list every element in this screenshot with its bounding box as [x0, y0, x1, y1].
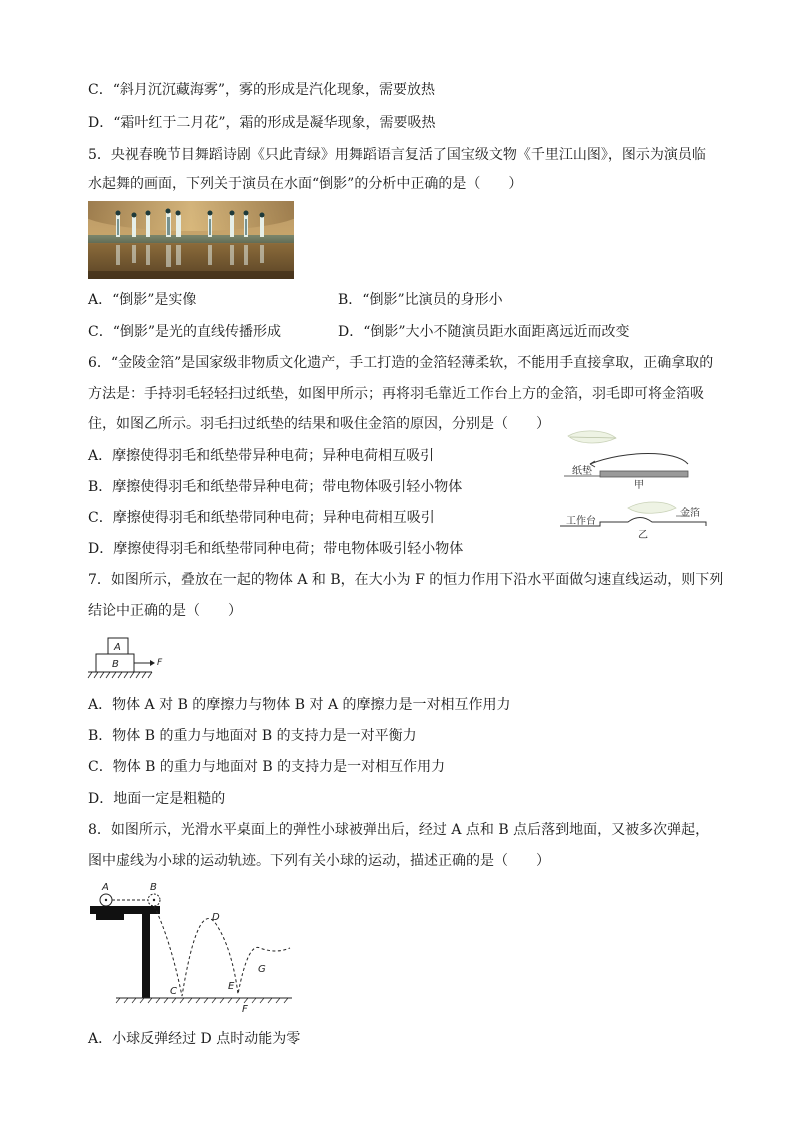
q5-option-b: B．“倒影”比演员的身形小: [338, 292, 503, 308]
feather-icon: [568, 431, 616, 443]
q7-stem-line-2: 结论中正确的是（ ）: [88, 603, 242, 619]
q5-stem-line-1: 5．央视春晚节目舞蹈诗剧《只此青绿》用舞蹈语言复活了国宝级文物《千里江山图》，图示为演员临: [88, 147, 706, 163]
feather-gold-foil-figure: [556, 424, 712, 544]
point-e-label: E: [228, 981, 235, 992]
block-a-label: A: [114, 642, 121, 653]
q6-option-b: B．摩擦使得羽毛和纸垫带异种电荷；带电物体吸引轻小物体: [88, 479, 463, 495]
q7-option-a: A．物体 A 对 B 的摩擦力与物体 B 对 A 的摩擦力是一对相互作用力: [88, 697, 511, 713]
point-a-label: A: [102, 882, 109, 893]
q6-option-c: C．摩擦使得羽毛和纸垫带同种电荷；异种电荷相互吸引: [88, 510, 435, 526]
workbench-label: 工作台: [566, 516, 596, 527]
bouncing-ball-figure: [86, 878, 298, 1018]
stacked-blocks-figure: [86, 634, 170, 680]
point-b-label: B: [150, 882, 157, 893]
q5-stem-line-2: 水起舞的画面，下列关于演员在水面“倒影”的分析中正确的是（ ）: [88, 176, 523, 192]
q6-stem-line-1: 6．“金陵金箔”是国家级非物质文化遗产，手工打造的金箔轻薄柔软，不能用手直接拿取，正确拿取的: [88, 355, 714, 371]
q5-option-d: D．“倒影”大小不随演员距水面距离远近而改变: [338, 324, 630, 340]
q6-option-d: D．摩擦使得羽毛和纸垫带同种电荷；带电物体吸引轻小物体: [88, 541, 464, 557]
q7-option-d: D．地面一定是粗糙的: [88, 791, 226, 807]
feather-icon: [628, 502, 676, 513]
point-d-label: D: [212, 912, 220, 923]
point-c-label: C: [170, 986, 177, 997]
paper-pad-label: 纸垫: [572, 466, 592, 477]
q7-option-b: B．物体 B 的重力与地面对 B 的支持力是一对平衡力: [88, 728, 417, 744]
q5-option-a: A．“倒影”是实像: [88, 292, 197, 308]
point-f-label: F: [242, 1004, 248, 1015]
q4-option-c: C．“斜月沉沉藏海雾”，雾的形成是汽化现象，需要放热: [88, 82, 436, 98]
dance-reflection-photo: [88, 201, 294, 279]
q7-stem-line-1: 7．如图所示，叠放在一起的物体 A 和 B，在大小为 F 的恒力作用下沿水平面做匀速直线运动，则下列: [88, 572, 724, 588]
q6-stem-line-2: 方法是：手持羽毛轻轻扫过纸垫，如图甲所示；再将羽毛靠近工作台上方的金箔，羽毛即可将金箔吸: [88, 386, 704, 402]
q8-stem-line-2: 图中虚线为小球的运动轨迹。下列有关小球的运动，描述正确的是（ ）: [88, 853, 550, 869]
figure-jia-label: 甲: [634, 480, 644, 491]
figure-yi-label: 乙: [638, 530, 648, 541]
q8-option-a: A．小球反弹经过 D 点时动能为零: [88, 1031, 301, 1047]
q6-option-a: A．摩擦使得羽毛和纸垫带异种电荷；异种电荷相互吸引: [88, 448, 435, 464]
force-f-label: F: [157, 658, 163, 668]
q6-stem-line-3: 住，如图乙所示。羽毛扫过纸垫的结果和吸住金箔的原因，分别是（ ）: [88, 416, 550, 432]
q5-option-c: C．“倒影”是光的直线传播形成: [88, 324, 282, 340]
gold-foil-label: 金箔: [680, 508, 700, 519]
q8-stem-line-1: 8．如图所示，光滑水平桌面上的弹性小球被弹出后，经过 A 点和 B 点后落到地面，又被多次弹起，: [88, 822, 710, 838]
q7-option-c: C．物体 B 的重力与地面对 B 的支持力是一对相互作用力: [88, 759, 446, 775]
block-b-label: B: [112, 659, 119, 670]
q4-option-d: D．“霜叶红于二月花”，霜的形成是凝华现象，需要吸热: [88, 115, 436, 131]
point-g-label: G: [258, 964, 266, 975]
